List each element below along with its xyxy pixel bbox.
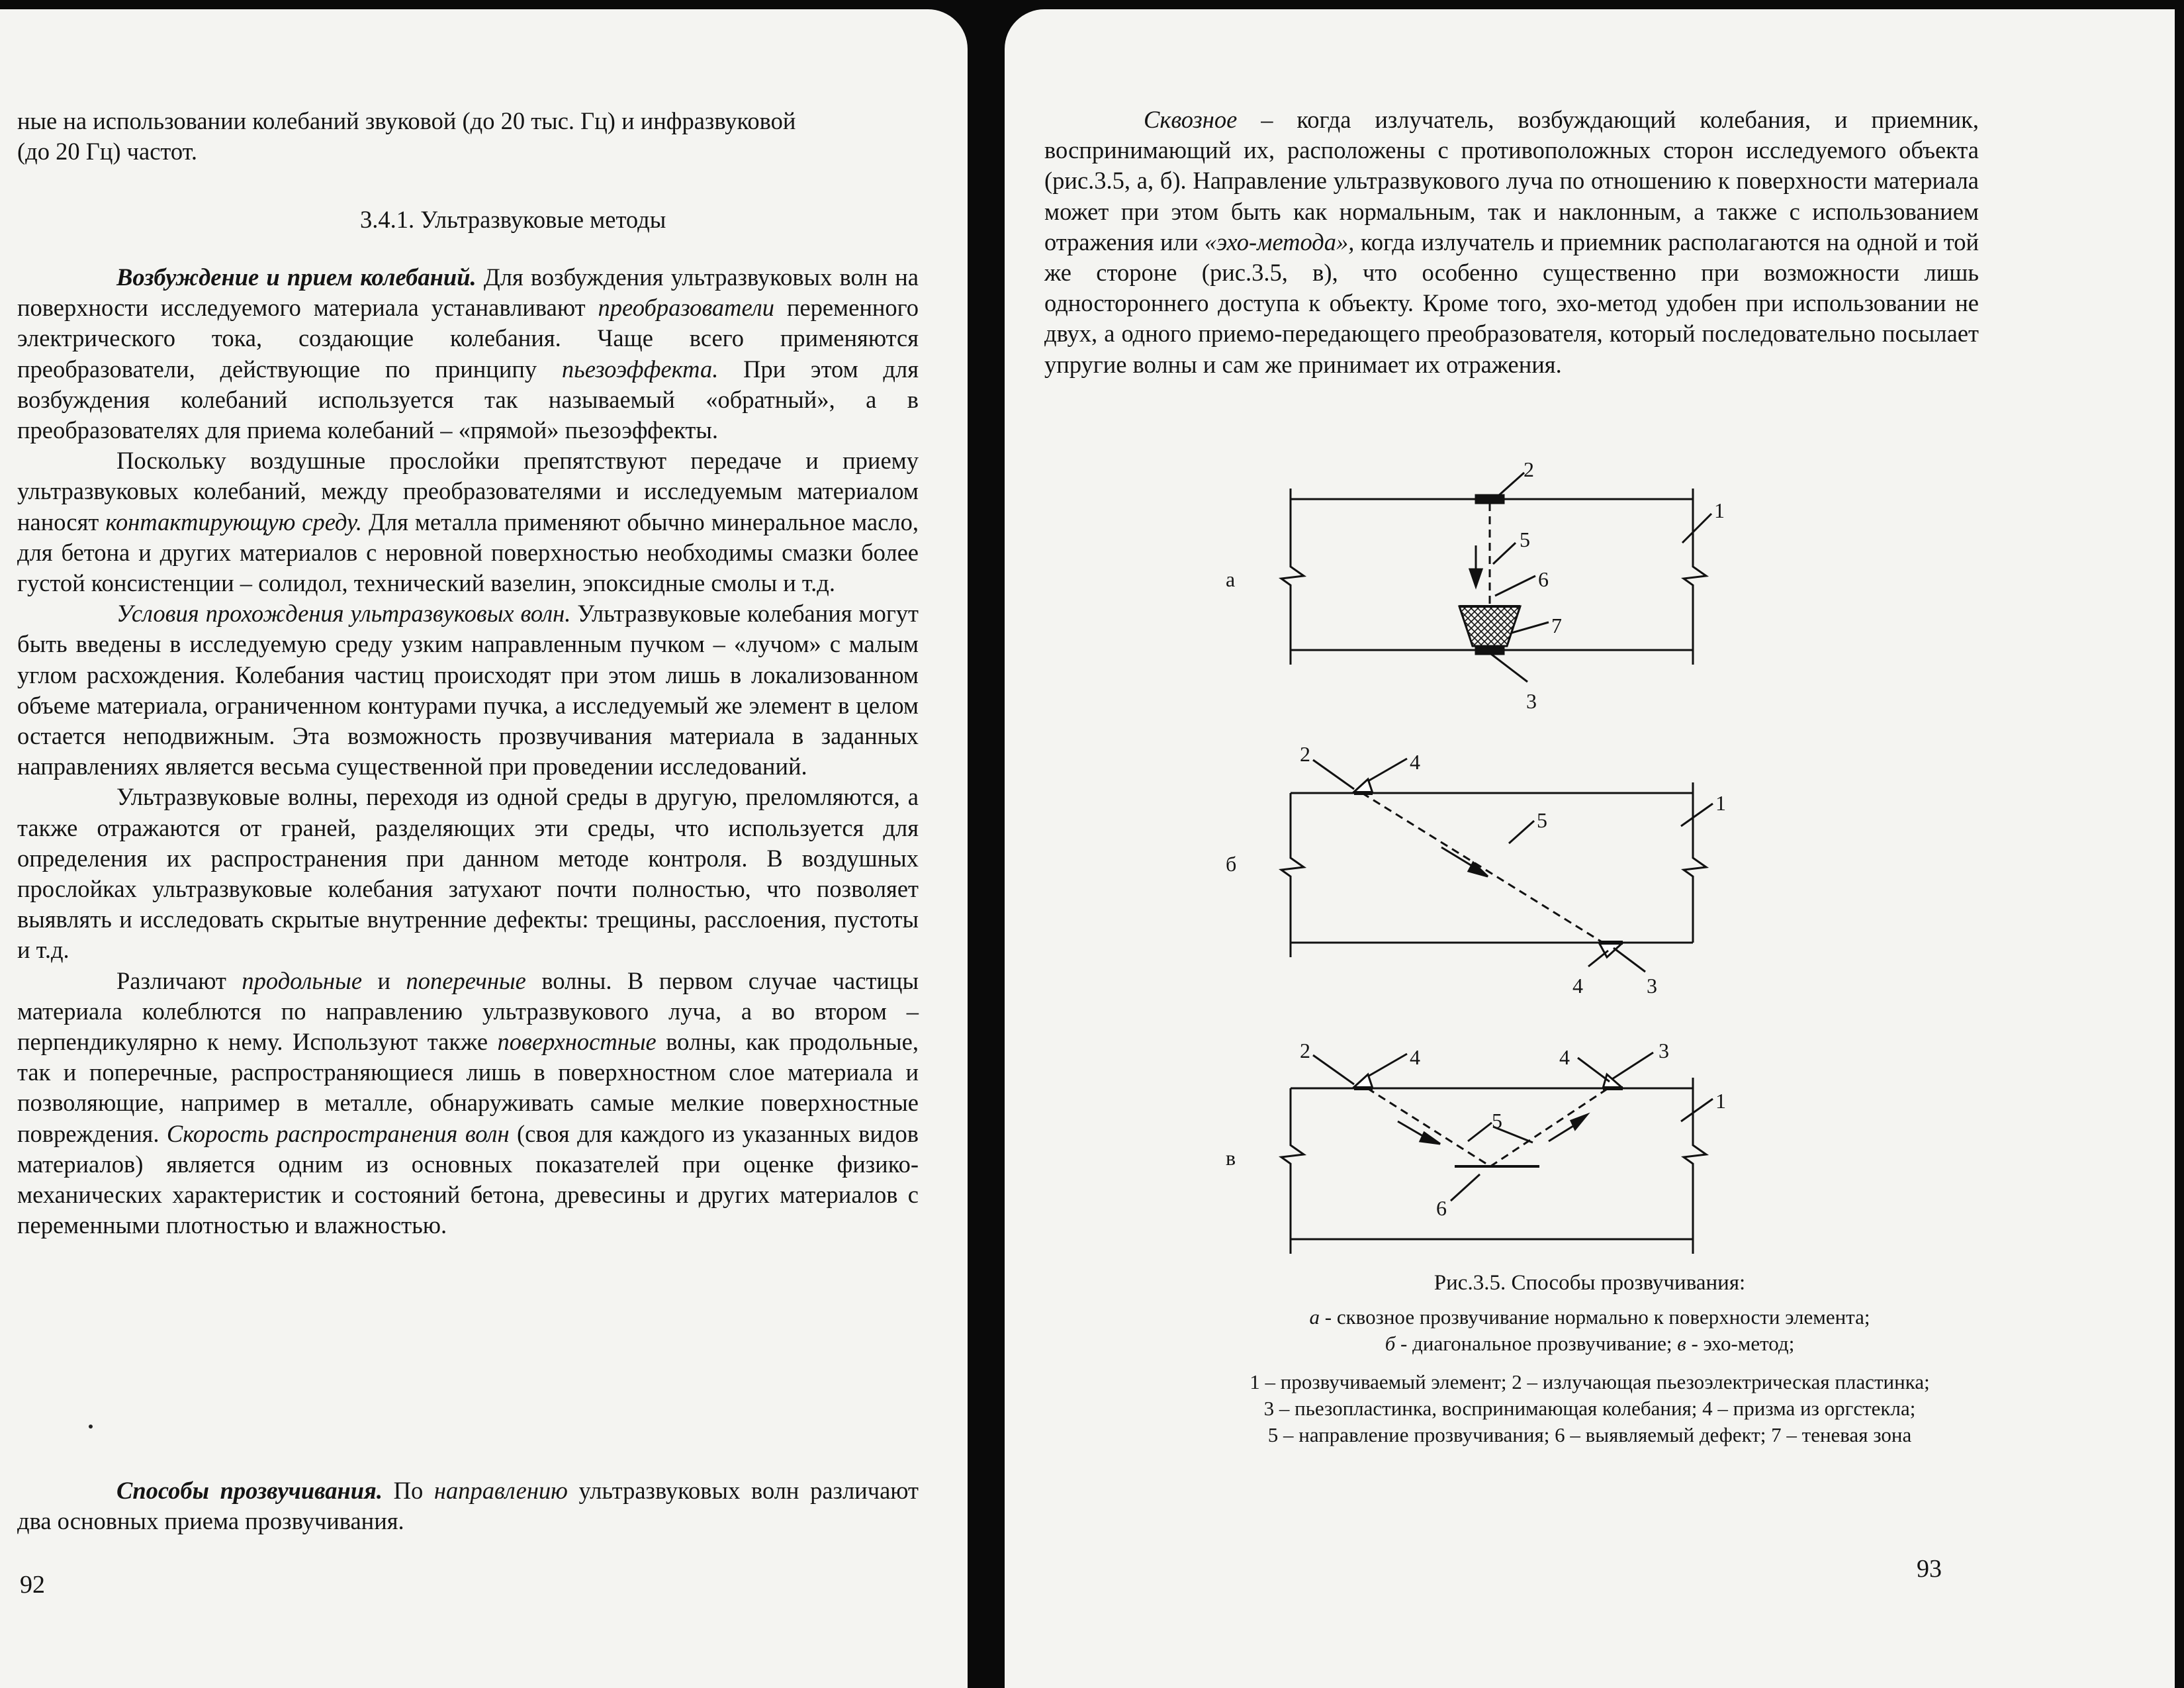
label-c-3: 3 <box>1659 1039 1669 1062</box>
label-b-4-top: 4 <box>1410 750 1420 774</box>
paragraph-sounding-methods: Способы прозвучивания. По направлению ультразвуковых волн различают два основных приема прозвучивания. <box>17 1477 919 1535</box>
paragraph-refraction: Ультразвуковые волны, переходя из одной среды в другую, преломляются, а также отражаются от граней, разделяющих эти среды, что используется для определения их распространения при данном методе контроля. В воздушных прослойках ультразвуковые колебания затухают почти полностью, что позволяет выявлять и исследовать скрытые внутренние дефекты: трещины, расслоения, пустоты и т.д. <box>17 783 919 964</box>
paragraph-through-method: Сквозное – когда излучатель, возбуждающий колебания, и приемник, воспринимающий их, расположены с противоположных сторон исследуемого объекта (рис.3.5, а, б). Направление ультразвукового луча по отношению к поверхности материала может при этом быть как нормальным, так и наклонным, а также с использованием отражения или «эхо-метода», когда излучатель и приемник располагаются на одной и той же стороне (рис.3.5, в), что особенно существенно при возможности лишь одностороннего доступа к объекту. Кроме того, эхо-метод удобен при использовании не двух, а одного приемо-передающего преобразователя, который последовательно посылает упругие волны и сам же принимает их отражения. <box>1044 106 1979 378</box>
label-c-4-right: 4 <box>1559 1045 1570 1069</box>
paragraph-wave-types: Различают продольные и поперечные волны. В первом случае частицы материала колеблются по направлению ультразвукового луча, а во втором – перпендикулярно к нему. Используют также поверхностные волны, как продольные, так и поперечные, распространяющиеся лишь в поверхностном слое материала и позволяющие, например в металле, обнаруживать самые мелкие поверхностные повреждения. Скорость распространения волн (своя для каждого из указанных видов материалов) является одним из основных показателей при оценке физико-механических характеристик и состояний бетона, древесины и других материалов с переменными плотностью и влажностью. <box>17 966 919 1239</box>
label-a-2: 2 <box>1524 457 1534 481</box>
emitter-plate-2 <box>1476 495 1504 503</box>
caption-legend-1: 1 – прозвучиваемый элемент; 2 – излучающая пьезоэлектрическая пластинка; <box>1250 1370 1930 1393</box>
label-a-5: 5 <box>1520 528 1530 551</box>
label-c-1: 1 <box>1715 1089 1726 1113</box>
label-c-6: 6 <box>1436 1196 1447 1220</box>
caption-legend-3: 5 – направление прозвучивания; 6 – выявляемый дефект; 7 – теневая зона <box>1267 1423 1912 1446</box>
page-number-right: 93 <box>1917 1555 1942 1583</box>
left-page <box>0 9 968 1688</box>
paragraph-contact-medium: Поскольку воздушные прослойки препятствуют передаче и приему ультразвуковых колебаний, между преобразователями и исследуемым материалом наносят контактирующую среду. Для металла применяют обычно минеральное масло, для бетона и других материалов с неровной поверхностью необходимы смазки более густой консистенции – солидол, технический вазелин, эпоксидные смолы и т.д. <box>17 447 919 597</box>
label-c-5: 5 <box>1492 1109 1502 1133</box>
panel-b-letter: б <box>1226 852 1237 876</box>
right-page <box>1005 9 2175 1688</box>
receiver-plate-3 <box>1476 646 1504 654</box>
label-b-1: 1 <box>1715 791 1726 815</box>
page-number-left: 92 <box>20 1571 45 1599</box>
label-b-4-bottom: 4 <box>1572 974 1583 998</box>
label-a-7: 7 <box>1551 614 1562 637</box>
label-a-3: 3 <box>1526 689 1537 713</box>
label-b-3: 3 <box>1647 974 1657 998</box>
figure-caption <box>1005 1268 2175 1448</box>
panel-a-letter: а <box>1226 567 1236 591</box>
panel-c-diagram <box>1281 1053 1713 1254</box>
left-body <box>17 262 919 1241</box>
speck <box>89 1425 93 1429</box>
caption-line-a: а - сквозное прозвучивание нормально к поверхности элемента; <box>1309 1305 1870 1329</box>
caption-legend-2: 3 – пьезопластинка, воспринимающая колебания; 4 – призма из оргстекла; <box>1263 1397 1916 1420</box>
shadow-zone-7 <box>1459 606 1520 646</box>
panel-b-diagram <box>1281 759 1713 972</box>
paragraph-excitation: Возбуждение и прием колебаний. Для возбуждения ультразвуковых волн на поверхности исследуемого материала устанавливают преобразователи переменного электрического тока, создающие колебания. Чаще всего применяются преобразователи, действующие по принципу пьезоэффекта. При этом для возбуждения колебаний используется так называемый «обратный», а в преобразователях для приема колебаний – «прямой» пьезоэффекты. <box>17 263 919 444</box>
label-b-2: 2 <box>1300 742 1310 766</box>
caption-title: Рис.3.5. Способы прозвучивания: <box>1433 1271 1746 1295</box>
label-c-2: 2 <box>1300 1039 1310 1062</box>
caption-line-bc: б - диагональное прозвучивание; в - эхо-метод; <box>1385 1332 1795 1355</box>
paragraph-propagation: Условия прохождения ультразвуковых волн. Ультразвуковые колебания могут быть введены в исследуемую среду узким направленным пучком – «лучом» с малым углом расхождения. Колебания частиц происходят при этом лишь в локализованном объеме материала, ограниченном контурами пучка, а исследуемый же элемент в целом остается неподвижным. Эта возможность прозвучивания материала в заданных направлениях является весьма существенной при проведении исследований. <box>17 600 919 780</box>
label-a-6: 6 <box>1538 567 1549 591</box>
label-b-5: 5 <box>1537 808 1547 832</box>
label-a-1: 1 <box>1714 498 1725 522</box>
section-heading: 3.4.1. Ультразвуковые методы <box>360 206 666 233</box>
panel-a-diagram <box>1281 473 1711 682</box>
panel-c-letter: в <box>1226 1146 1236 1170</box>
label-c-4-left: 4 <box>1410 1045 1420 1069</box>
intro-paragraph: ные на использовании колебаний звуковой (до 20 тыс. Гц) и инфразвуковой (до 20 Гц) частот. <box>17 107 796 165</box>
